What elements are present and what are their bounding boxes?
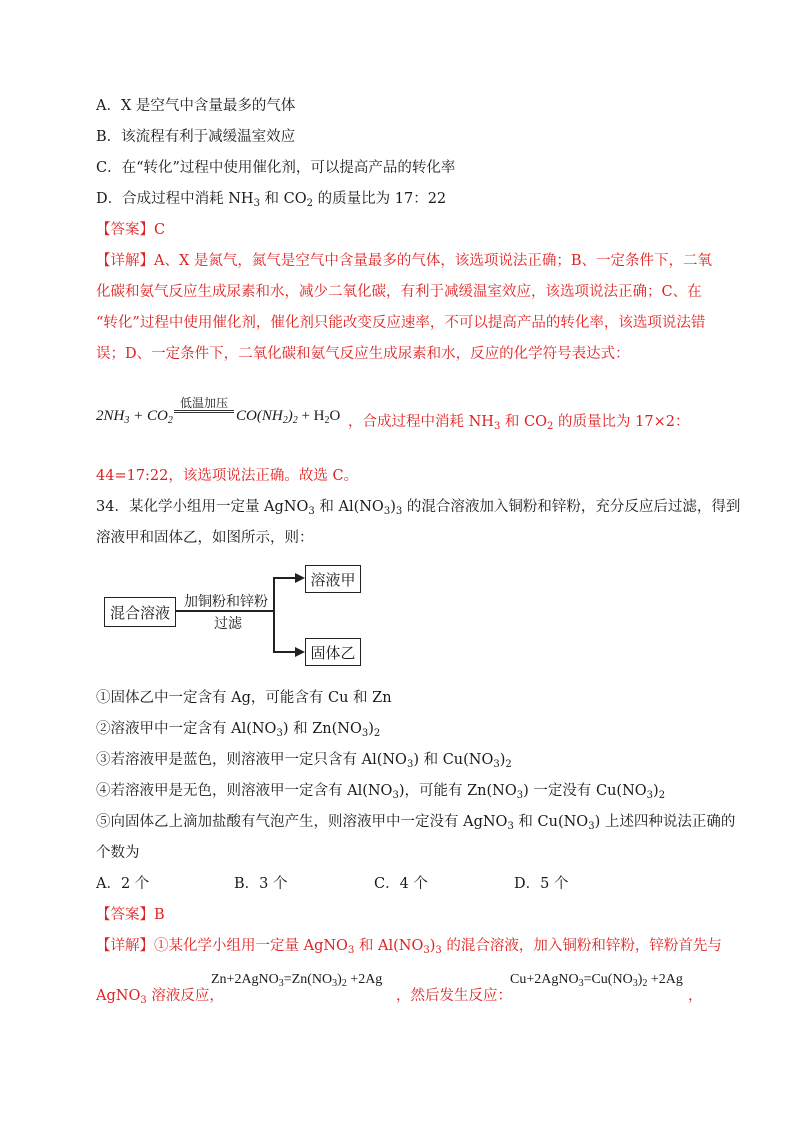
output-box-solution: 溶液甲	[305, 565, 361, 593]
reaction-line: AgNO$_3$ 溶液反应， $Zn+2AgNO_3=Zn(NO_3)_2 +2Ag$ ，然后发生反应： $Cu+2AgNO_3=Cu(NO_3)_2 +2Ag$ ，	[96, 972, 703, 1006]
arrow-icon	[295, 647, 305, 657]
answer-label: 【答案】C	[96, 222, 166, 238]
connector-line	[273, 577, 295, 579]
statement-2: ②溶液甲中一定含有 $Al(NO_3)$ 和 $Zn(NO_3)_2$	[96, 721, 381, 739]
condition-label: 低温加压	[174, 396, 234, 413]
detail-line: 44=17:22，该选项说法正确。故选 C。	[96, 468, 359, 484]
detail-line: “转化”过程中使用催化剂，催化剂只能改变反应速率，不可以提高产品的转化率，该选项说法错	[96, 315, 706, 331]
statement-4: ④若溶液甲是无色，则溶液甲一定含有 $Al(NO_3)$，可能有 $Zn(NO_3)$ 一定没有 $Cu(NO_3)_2$	[96, 783, 666, 801]
detail-line: 化碳和氨气反应生成尿素和水，减少二氧化碳，有利于减缓温室效应，该选项说法正确；C、在	[96, 284, 702, 300]
option-d: D．合成过程中消耗 $NH_3$ 和 $CO_2$ 的质量比为 17：22	[96, 191, 447, 209]
choice-d: D．5 个	[514, 876, 569, 892]
question-34-stem: 34．某化学小组用一定量 AgNO$_3$ 和 $Al(NO_3)_3$ 的混合溶液加入铜粉和锌粉，充分反应后过滤，得到	[96, 499, 741, 517]
statement-5-cont: 个数为	[96, 845, 140, 861]
output-box-solid: 固体乙	[305, 638, 361, 666]
option-b: B．该流程有利于减缓温室效应	[96, 129, 296, 145]
statement-5: ⑤向固体乙上滴加盐酸有气泡产生，则溶液甲中一定没有 AgNO$_3$ 和 $Cu(NO_3)$ 上述四种说法正确的	[96, 814, 736, 832]
option-a: A．X 是空气中含量最多的气体	[96, 98, 296, 114]
chemical-equation: $2NH_3 + CO_2$ 低温加压 $CO(NH_2)_2 + H_2O$ ，合成过程中消耗 $NH_3$ 和 $CO_2$ 的质量比为 17×2：	[96, 396, 690, 432]
statement-3: ③若溶液甲是蓝色，则溶液甲一定只含有 $Al(NO_3)$ 和 $Cu(NO_3)_2$	[96, 752, 512, 770]
branch-line	[273, 577, 275, 652]
question-34-stem-2: 溶液甲和固体乙，如图所示，则：	[96, 530, 314, 546]
answer-label: 【答案】B	[96, 907, 165, 923]
source-box: 混合溶液	[104, 597, 176, 627]
statement-1: ①固体乙中一定含有 Ag，可能含有 Cu 和 Zn	[96, 690, 392, 706]
arrow-icon	[295, 573, 305, 583]
choice-c: C．4 个	[374, 876, 428, 892]
process-label-bottom: 过滤	[214, 616, 242, 632]
choice-a: A．2 个	[96, 876, 150, 892]
detail-line: 【详解】①某化学小组用一定量 AgNO$_3$ 和 $Al(NO_3)_3$ 的混合溶液，加入铜粉和锌粉，锌粉首先与	[96, 938, 722, 956]
option-c: C．在“转化”过程中使用催化剂，可以提高产品的转化率	[96, 160, 456, 176]
choice-b: B．3 个	[234, 876, 288, 892]
detail-line: 【详解】A、X 是氮气，氮气是空气中含量最多的气体，该选项说法正确；B、一定条件下，二氧	[96, 253, 713, 269]
detail-line: 误；D、一定条件下，二氧化碳和氨气反应生成尿素和水，反应的化学符号表达式：	[96, 346, 630, 362]
process-label-top: 加铜粉和锌粉	[184, 594, 268, 610]
connector-line	[273, 651, 295, 653]
